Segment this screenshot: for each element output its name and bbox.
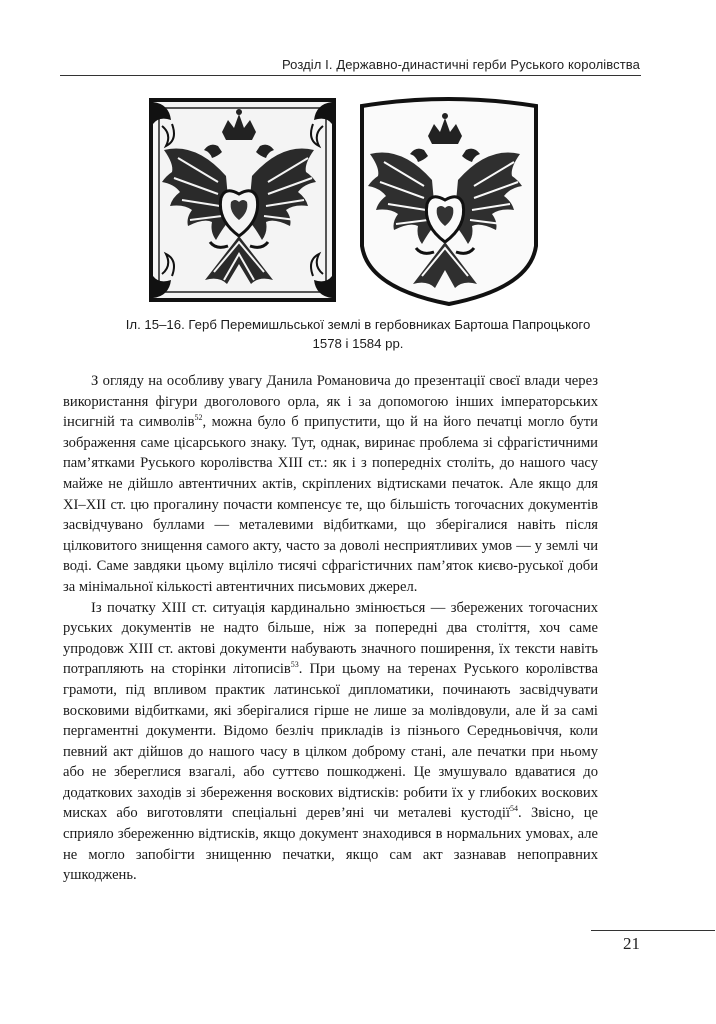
paragraph-2 — [63, 598, 598, 886]
footnote-ref-53: 53 — [290, 660, 299, 670]
paragraph-1-text-b: , можна було б припустити, що й на його печатці могло бути зображення саме цісарського знаку. Тут, однак, виринає проблема зі сфрагістичними пам’ятками Руського королівства XIII ст.: як і з попередніх століть, до нашого часу майже не дійшло автентичних актів, скріплених відтисками печаток. Але якщо для XI–XII ст. цю прогалину почасти компенсує те, що більшість тогочасних документів засвідчувано буллами — металевими відбитками, що зберігалися навіть після цілковитого знищення самого акту, часто за доволі несприятливих умов — у землі чи воді. Саме завдяки цьому вціліло тисячі сфрагістичних пам’яток києво-руської доби за мінімальної кількості автентичних письмових джерел. — [63, 414, 598, 595]
footnote-ref-54: 54 — [510, 804, 519, 814]
coat-of-arms-1584 — [354, 96, 544, 308]
figure-caption — [76, 315, 640, 353]
header-rule — [60, 75, 641, 76]
coat-of-arms-1578 — [148, 96, 338, 306]
paragraph-2-text-c: . Звісно, це сприяло збереженню відтисків, якщо документ знаходився в нормальних умовах, але не могло запобігти знищенню печатки, якщо сам акт зазнавав непоправних ушкоджень. — [63, 805, 598, 884]
caption-line-2: 1578 і 1584 рр. — [312, 336, 404, 351]
running-head: Розділ І. Державно-династичні герби Руського королівства — [281, 57, 640, 72]
figure — [148, 96, 568, 308]
footer-rule — [591, 930, 715, 931]
page-number: 21 — [623, 934, 640, 953]
body-text — [63, 371, 598, 886]
paragraph-1 — [63, 371, 598, 598]
paragraph-2-text-b: . При цьому на теренах Руського королівства грамоти, під впливом практик латинської дипломатики, починають засвідчувати восковими відбитками, які зберігалися гірше не лише за молівдовули, але й за самі пергаментні документи. Відомо безліч прикладів із пізнього Середньовіччя, коли певний акт дійшов до нашого часу в цілком доброму стані, але печатки при ньому або не збереглися взагалі, або суттєво пошкоджені. Це змушувало вдаватися до додаткових заходів зі збереження воскових відтисків: робити їх у глибоких воскових мисках або виготовляти спеціальні дерев’яні чи металеві кустодії — [63, 661, 598, 822]
paragraph-1-text-a: З огляду на особливу увагу Данила Романовича до презентації своєї влади через використання фігури двоголового орла, як і за допомогою інших імператорських інсигній та символів — [63, 373, 598, 431]
caption-line-1: Іл. 15–16. Герб Перемишльської землі в гербовниках Бартоша Папроцького — [125, 317, 591, 332]
paragraph-2-text-a: Із початку XIII ст. ситуація кардинально змінюється — збережених тогочасних руських документів не надто більше, ніж за попередні два століття, хоч саме упродовж XIII ст. актові документи набувають значного поширення, їх тексти навіть потрапляють на сторінки літописів — [63, 599, 598, 678]
footnote-ref-52: 52 — [194, 413, 203, 423]
